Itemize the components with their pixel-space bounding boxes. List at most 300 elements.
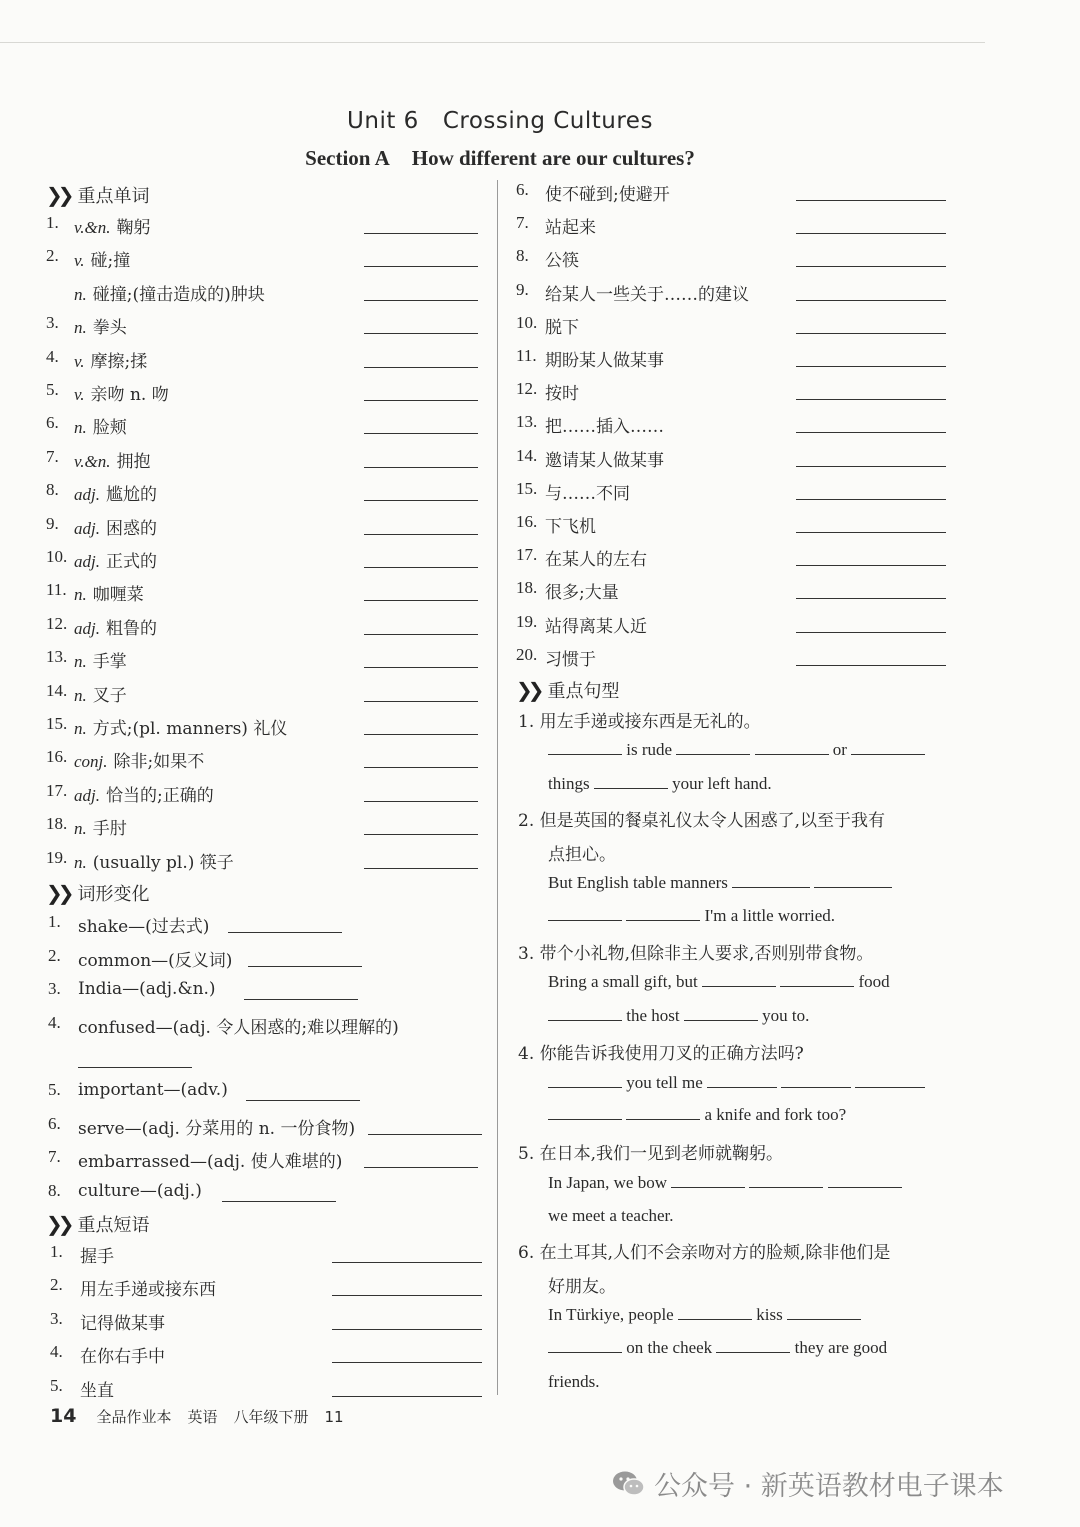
word-item bbox=[46, 747, 486, 777]
sentence-2-cn-cont: 点担心。 bbox=[548, 845, 616, 865]
blank[interactable] bbox=[548, 1073, 622, 1088]
item-text bbox=[74, 347, 147, 372]
item-number: 5. bbox=[46, 380, 59, 399]
item-meaning: 除非;如果不 bbox=[113, 752, 205, 773]
answer-blank[interactable] bbox=[222, 1201, 336, 1202]
item-number: 19. bbox=[516, 611, 538, 631]
answer-blank[interactable] bbox=[364, 667, 478, 668]
word-item bbox=[46, 246, 486, 276]
answer-blank[interactable] bbox=[364, 534, 478, 535]
phrase-item bbox=[50, 1309, 490, 1339]
part-of-speech: conj. bbox=[74, 752, 108, 772]
item-text bbox=[545, 578, 619, 603]
sentence-6-en-line3: friends. bbox=[548, 1372, 600, 1391]
item-meaning: 习惯于 bbox=[545, 649, 596, 670]
answer-blank[interactable] bbox=[364, 367, 478, 368]
form-item bbox=[48, 1080, 488, 1110]
item-meaning: India—(adj.&n.) bbox=[78, 979, 216, 999]
word-item bbox=[46, 848, 486, 878]
item-meaning: 站得离某人近 bbox=[545, 616, 647, 637]
item-number: 8. bbox=[48, 1180, 61, 1200]
phrase-item bbox=[516, 379, 956, 409]
word-item bbox=[46, 614, 486, 644]
item-meaning: 与……不同 bbox=[545, 483, 630, 504]
item-text bbox=[78, 1147, 342, 1172]
item-number: 15. bbox=[516, 478, 538, 498]
answer-blank[interactable] bbox=[364, 233, 478, 234]
part-of-speech: n. bbox=[74, 284, 87, 304]
column-divider bbox=[497, 180, 498, 1395]
form-item bbox=[48, 912, 488, 942]
form-item bbox=[48, 1114, 488, 1144]
item-text bbox=[80, 1309, 165, 1334]
item-text bbox=[80, 1342, 165, 1367]
item-number: 18. bbox=[516, 578, 538, 598]
answer-blank[interactable] bbox=[364, 834, 478, 835]
item-text bbox=[74, 647, 127, 672]
item-text bbox=[74, 447, 151, 472]
answer-blank[interactable] bbox=[364, 801, 478, 802]
word-item bbox=[46, 814, 486, 844]
item-number: 8. bbox=[46, 480, 59, 500]
words-header: ❯❯ 重点单词 bbox=[46, 183, 150, 207]
item-number: 10. bbox=[46, 547, 68, 566]
sentences-header: ❯❯ 重点句型 bbox=[516, 678, 620, 702]
item-meaning: 脸颊 bbox=[92, 418, 127, 439]
item-text bbox=[80, 1275, 216, 1300]
item-meaning: 脱下 bbox=[545, 317, 579, 338]
part-of-speech: v.&n. bbox=[74, 218, 111, 237]
answer-blank[interactable] bbox=[796, 532, 946, 533]
blank[interactable] bbox=[548, 906, 622, 921]
item-text bbox=[78, 1114, 355, 1139]
part-of-speech: adj. bbox=[74, 618, 100, 638]
item-number: 20. bbox=[516, 644, 538, 664]
phrase-item bbox=[516, 446, 956, 476]
item-number: 4. bbox=[48, 1012, 61, 1032]
word-item bbox=[46, 347, 486, 377]
answer-blank[interactable] bbox=[332, 1396, 482, 1397]
item-meaning: 在某人的左右 bbox=[545, 550, 647, 571]
item-number: 18. bbox=[46, 814, 68, 834]
word-item bbox=[46, 213, 486, 243]
item-text bbox=[74, 413, 127, 438]
answer-blank[interactable] bbox=[246, 1100, 360, 1101]
item-meaning: 亲吻 n. 吻 bbox=[90, 385, 169, 405]
item-text bbox=[78, 946, 232, 971]
answer-blank[interactable] bbox=[796, 565, 946, 566]
phrase-item bbox=[516, 346, 956, 376]
item-text bbox=[545, 512, 596, 537]
phrase-item bbox=[516, 313, 956, 343]
sentence-5-en-line2: we meet a teacher. bbox=[548, 1206, 674, 1225]
sentence-3-cn: 3. 带个小礼物,但除非主人要求,否则别带食物。 bbox=[518, 944, 874, 964]
watermark: 公众号 · 新英语教材电子课本 bbox=[612, 1464, 1004, 1503]
part-of-speech: n. bbox=[74, 685, 87, 705]
sentence-4-en-line2: a knife and fork too? bbox=[548, 1105, 846, 1125]
item-number: 9. bbox=[46, 513, 59, 533]
blank[interactable] bbox=[707, 1073, 777, 1088]
item-number: 13. bbox=[46, 647, 68, 667]
blank[interactable] bbox=[548, 1338, 622, 1353]
item-number: 3. bbox=[48, 979, 61, 998]
answer-blank[interactable] bbox=[796, 499, 946, 500]
page-footer bbox=[50, 1405, 344, 1427]
blank[interactable] bbox=[676, 740, 750, 755]
part-of-speech: n. bbox=[74, 852, 87, 872]
answer-blank[interactable] bbox=[364, 701, 478, 702]
phrase-item bbox=[516, 412, 956, 442]
item-text bbox=[545, 313, 579, 338]
item-meaning: 方式;(pl. manners) 礼仪 bbox=[92, 719, 288, 739]
item-text bbox=[545, 379, 579, 404]
item-text bbox=[74, 614, 157, 639]
word-item bbox=[46, 514, 486, 544]
blank[interactable] bbox=[594, 774, 668, 789]
part-of-speech: adj. bbox=[74, 485, 100, 505]
form-item bbox=[48, 946, 488, 976]
item-text bbox=[545, 412, 664, 437]
blank[interactable] bbox=[716, 1338, 790, 1353]
blank[interactable] bbox=[780, 972, 854, 987]
item-text bbox=[545, 346, 664, 371]
item-text bbox=[74, 681, 127, 706]
item-meaning: 正式的 bbox=[105, 552, 157, 572]
item-meaning: 碰撞;(撞击造成的)肿块 bbox=[92, 284, 265, 305]
item-number: 14. bbox=[46, 680, 68, 700]
item-number: 19. bbox=[46, 847, 68, 867]
item-text bbox=[74, 246, 130, 271]
phrase-item bbox=[50, 1242, 490, 1272]
phrase-item bbox=[516, 612, 956, 642]
item-meaning: 恰当的;正确的 bbox=[105, 785, 214, 806]
part-of-speech: n. bbox=[74, 719, 87, 738]
item-text bbox=[78, 1181, 202, 1201]
answer-blank[interactable] bbox=[796, 466, 946, 467]
phrase-item bbox=[516, 479, 956, 509]
part-of-speech: adj. bbox=[74, 518, 100, 538]
item-meaning: 握手 bbox=[80, 1247, 114, 1267]
phrase-item bbox=[516, 280, 956, 310]
item-number: 2. bbox=[48, 945, 61, 965]
item-text bbox=[78, 912, 209, 937]
item-number: 3. bbox=[50, 1308, 63, 1328]
blank[interactable] bbox=[626, 1105, 700, 1120]
sentence-2-en-line1: But English table manners bbox=[548, 873, 892, 893]
sentence-4-cn: 4. 你能告诉我使用刀叉的正确方法吗? bbox=[518, 1044, 804, 1064]
answer-blank[interactable] bbox=[796, 665, 946, 666]
part-of-speech: n. bbox=[74, 819, 87, 839]
item-meaning: 站起来 bbox=[545, 218, 596, 239]
double-chevron-icon: ❯❯ bbox=[46, 1212, 70, 1236]
answer-blank[interactable] bbox=[796, 399, 946, 400]
item-text bbox=[74, 380, 169, 405]
answer-blank[interactable] bbox=[332, 1295, 482, 1296]
phrase-item bbox=[516, 645, 956, 675]
item-number: 1. bbox=[46, 213, 59, 232]
item-number: 7. bbox=[48, 1147, 61, 1166]
item-meaning: 公筷 bbox=[545, 251, 579, 272]
blank[interactable] bbox=[781, 1073, 851, 1088]
page-code: 11 bbox=[324, 1408, 344, 1426]
item-number: 1. bbox=[50, 1242, 63, 1261]
sentence-2-cn: 2. 但是英国的餐桌礼仪太令人困惑了,以至于我有 bbox=[518, 811, 886, 831]
blank[interactable] bbox=[851, 740, 925, 755]
answer-blank[interactable] bbox=[796, 366, 946, 367]
answer-blank[interactable] bbox=[364, 467, 478, 468]
item-text bbox=[80, 1376, 114, 1401]
sentence-6-cn-cont: 好朋友。 bbox=[548, 1277, 616, 1297]
item-number: 9. bbox=[516, 279, 529, 299]
blank[interactable] bbox=[684, 1006, 758, 1021]
unit-name: Crossing Cultures bbox=[442, 108, 653, 134]
item-text bbox=[74, 747, 204, 772]
unit-label: Unit 6 bbox=[347, 108, 419, 134]
item-meaning: serve—(adj. 分菜用的 n. 一份食物) bbox=[78, 1118, 356, 1139]
answer-blank[interactable] bbox=[796, 333, 946, 334]
word-item bbox=[46, 681, 486, 711]
item-number: 4. bbox=[50, 1342, 63, 1362]
item-meaning: 尴尬的 bbox=[105, 485, 157, 506]
answer-blank[interactable] bbox=[796, 266, 946, 267]
answer-blank[interactable] bbox=[368, 1134, 482, 1135]
item-meaning: 很多;大量 bbox=[545, 583, 619, 604]
item-meaning: 粗鲁的 bbox=[105, 618, 157, 639]
item-meaning: 叉子 bbox=[92, 685, 127, 706]
answer-blank[interactable] bbox=[78, 1067, 192, 1068]
item-text bbox=[545, 213, 596, 238]
phrase-item bbox=[50, 1376, 490, 1406]
answer-blank[interactable] bbox=[364, 266, 478, 267]
item-meaning: 坐直 bbox=[80, 1380, 114, 1401]
item-text bbox=[74, 580, 144, 605]
answer-blank[interactable] bbox=[364, 600, 478, 601]
answer-blank[interactable] bbox=[364, 433, 478, 434]
answer-blank[interactable] bbox=[364, 300, 478, 301]
phrase-item bbox=[516, 213, 956, 243]
item-text bbox=[74, 814, 127, 839]
item-meaning: 给某人一些关于……的建议 bbox=[545, 284, 749, 305]
page-number: 14 bbox=[50, 1405, 77, 1427]
blank[interactable] bbox=[548, 1105, 622, 1120]
item-meaning: 手掌 bbox=[92, 652, 127, 673]
part-of-speech: v. bbox=[74, 351, 85, 371]
item-number: 6. bbox=[516, 180, 529, 199]
answer-blank[interactable] bbox=[364, 634, 478, 635]
item-number: 7. bbox=[46, 446, 59, 466]
item-meaning: embarrassed—(adj. 使人难堪的) bbox=[78, 1152, 343, 1172]
answer-blank[interactable] bbox=[796, 632, 946, 633]
answer-blank[interactable] bbox=[228, 932, 342, 933]
item-text bbox=[74, 213, 151, 238]
answer-blank[interactable] bbox=[332, 1362, 482, 1363]
answer-blank[interactable] bbox=[248, 966, 362, 967]
item-text bbox=[74, 781, 214, 806]
item-number: 6. bbox=[46, 413, 59, 433]
sentence-6-cn: 6. 在土耳其,人们不会亲吻对方的脸颊,除非他们是 bbox=[518, 1243, 891, 1263]
answer-blank[interactable] bbox=[364, 1167, 478, 1168]
item-number: 11. bbox=[46, 580, 67, 600]
item-number: 7. bbox=[516, 213, 529, 233]
word-item bbox=[46, 547, 486, 577]
item-meaning: 下飞机 bbox=[545, 517, 596, 537]
blank[interactable] bbox=[755, 740, 829, 755]
item-text bbox=[545, 545, 647, 570]
item-number: 16. bbox=[516, 512, 538, 531]
item-number: 16. bbox=[46, 747, 68, 767]
item-number: 5. bbox=[50, 1375, 63, 1395]
sentence-6-en-line1: In Türkiye, people kiss bbox=[548, 1305, 861, 1325]
answer-blank[interactable] bbox=[332, 1262, 482, 1263]
word-item bbox=[46, 313, 486, 343]
sentence-3-en-line1: Bring a small gift, but food bbox=[548, 972, 890, 991]
item-number: 3. bbox=[46, 313, 59, 333]
blank[interactable] bbox=[732, 873, 810, 888]
item-meaning: confused—(adj. 令人困惑的;难以理解的) bbox=[78, 1017, 399, 1038]
answer-blank[interactable] bbox=[364, 734, 478, 735]
item-text bbox=[74, 480, 157, 505]
item-text bbox=[545, 612, 647, 637]
answer-blank[interactable] bbox=[796, 598, 946, 599]
item-meaning: 碰;撞 bbox=[90, 251, 131, 272]
answer-blank[interactable] bbox=[364, 500, 478, 501]
answer-blank[interactable] bbox=[332, 1329, 482, 1330]
grade: 八年级下册 bbox=[233, 1408, 309, 1426]
section-label: Section A bbox=[305, 146, 390, 170]
blank[interactable] bbox=[702, 972, 776, 987]
word-item bbox=[46, 714, 486, 744]
item-meaning: 拳头 bbox=[92, 318, 127, 339]
item-text bbox=[78, 1080, 228, 1100]
item-number: 1. bbox=[48, 912, 61, 931]
item-number: 2. bbox=[46, 246, 59, 266]
item-number: 5. bbox=[48, 1080, 61, 1099]
word-item bbox=[46, 280, 486, 310]
word-item bbox=[46, 580, 486, 610]
sentence-5-en-line1: In Japan, we bow bbox=[548, 1173, 902, 1193]
word-item bbox=[46, 413, 486, 443]
item-number: 6. bbox=[48, 1113, 61, 1133]
blank[interactable] bbox=[828, 1173, 902, 1188]
item-text bbox=[545, 180, 670, 205]
item-text bbox=[78, 1013, 399, 1038]
phrase-item bbox=[516, 512, 956, 542]
item-meaning: 摩擦;揉 bbox=[90, 351, 148, 372]
phrase-item bbox=[516, 545, 956, 575]
word-item bbox=[46, 781, 486, 811]
answer-blank[interactable] bbox=[364, 400, 478, 401]
item-number: 17. bbox=[516, 545, 538, 565]
double-chevron-icon: ❯❯ bbox=[516, 678, 540, 702]
item-text bbox=[78, 979, 216, 999]
phrase-item bbox=[50, 1275, 490, 1305]
phrase-item bbox=[516, 578, 956, 608]
answer-blank[interactable] bbox=[244, 999, 358, 1000]
item-text bbox=[545, 246, 579, 271]
item-text bbox=[74, 714, 287, 739]
double-chevron-icon: ❯❯ bbox=[46, 881, 70, 905]
form-item bbox=[48, 979, 488, 1009]
blank[interactable] bbox=[814, 873, 892, 888]
item-meaning: 记得做某事 bbox=[80, 1313, 165, 1334]
item-number: 4. bbox=[46, 346, 59, 366]
item-meaning: common—(反义词) bbox=[78, 950, 233, 971]
sentence-1-en-line1: is rude or bbox=[548, 740, 925, 760]
phrase-item bbox=[516, 180, 956, 210]
blank[interactable] bbox=[671, 1173, 745, 1188]
blank[interactable] bbox=[749, 1173, 823, 1188]
forms-header: ❯❯ 词形变化 bbox=[46, 881, 150, 905]
item-number: 14. bbox=[516, 445, 538, 465]
blank[interactable] bbox=[548, 740, 622, 755]
item-text bbox=[545, 280, 749, 305]
answer-blank[interactable] bbox=[364, 868, 478, 869]
part-of-speech: v. bbox=[74, 385, 85, 404]
item-meaning: 按时 bbox=[545, 384, 579, 405]
part-of-speech: adj. bbox=[74, 552, 100, 571]
item-text bbox=[74, 848, 234, 873]
answer-blank[interactable] bbox=[796, 233, 946, 234]
item-text bbox=[545, 645, 596, 670]
blank[interactable] bbox=[626, 906, 700, 921]
form-item bbox=[48, 1147, 488, 1177]
section-name: How different are our cultures? bbox=[411, 146, 695, 170]
answer-blank[interactable] bbox=[364, 333, 478, 334]
sentence-5-cn: 5. 在日本,我们一见到老师就鞠躬。 bbox=[518, 1144, 784, 1164]
word-item bbox=[46, 480, 486, 510]
item-meaning: 困惑的 bbox=[105, 518, 157, 539]
item-meaning: 使不碰到;使避开 bbox=[545, 185, 670, 205]
item-meaning: 咖喱菜 bbox=[92, 585, 144, 606]
item-meaning: 用左手递或接东西 bbox=[80, 1280, 216, 1301]
item-meaning: 拥抱 bbox=[116, 451, 151, 472]
phrase-item bbox=[516, 246, 956, 276]
sentence-6-en-line2: on the cheek they are good bbox=[548, 1338, 887, 1358]
unit-title bbox=[0, 108, 1000, 134]
sentence-1-en-line2: things your left hand. bbox=[548, 774, 772, 793]
item-text bbox=[74, 514, 157, 539]
item-text bbox=[74, 313, 127, 338]
top-rule bbox=[0, 42, 985, 43]
form-item bbox=[48, 1181, 488, 1211]
answer-blank[interactable] bbox=[796, 432, 946, 433]
answer-blank[interactable] bbox=[796, 200, 946, 201]
sentence-2-en-line2: I'm a little worried. bbox=[548, 906, 835, 926]
blank[interactable] bbox=[678, 1305, 752, 1320]
blank[interactable] bbox=[787, 1305, 861, 1320]
item-number: 15. bbox=[46, 714, 68, 733]
item-meaning: 把……插入…… bbox=[545, 417, 664, 438]
part-of-speech: v.&n. bbox=[74, 451, 111, 471]
item-number: 17. bbox=[46, 780, 68, 800]
item-meaning: 期盼某人做某事 bbox=[545, 351, 664, 371]
answer-blank[interactable] bbox=[364, 767, 478, 768]
answer-blank[interactable] bbox=[796, 300, 946, 301]
item-meaning: 邀请某人做某事 bbox=[545, 450, 664, 471]
blank[interactable] bbox=[855, 1073, 925, 1088]
part-of-speech: v. bbox=[74, 251, 85, 271]
answer-blank[interactable] bbox=[364, 567, 478, 568]
phrase-item bbox=[50, 1342, 490, 1372]
item-text bbox=[74, 547, 157, 572]
item-meaning: 鞠躬 bbox=[116, 218, 151, 238]
section-title bbox=[0, 146, 1000, 171]
word-item bbox=[46, 647, 486, 677]
word-item bbox=[46, 380, 486, 410]
item-meaning: 在你右手中 bbox=[80, 1347, 165, 1368]
form-item bbox=[48, 1013, 488, 1043]
blank[interactable] bbox=[548, 1006, 622, 1021]
